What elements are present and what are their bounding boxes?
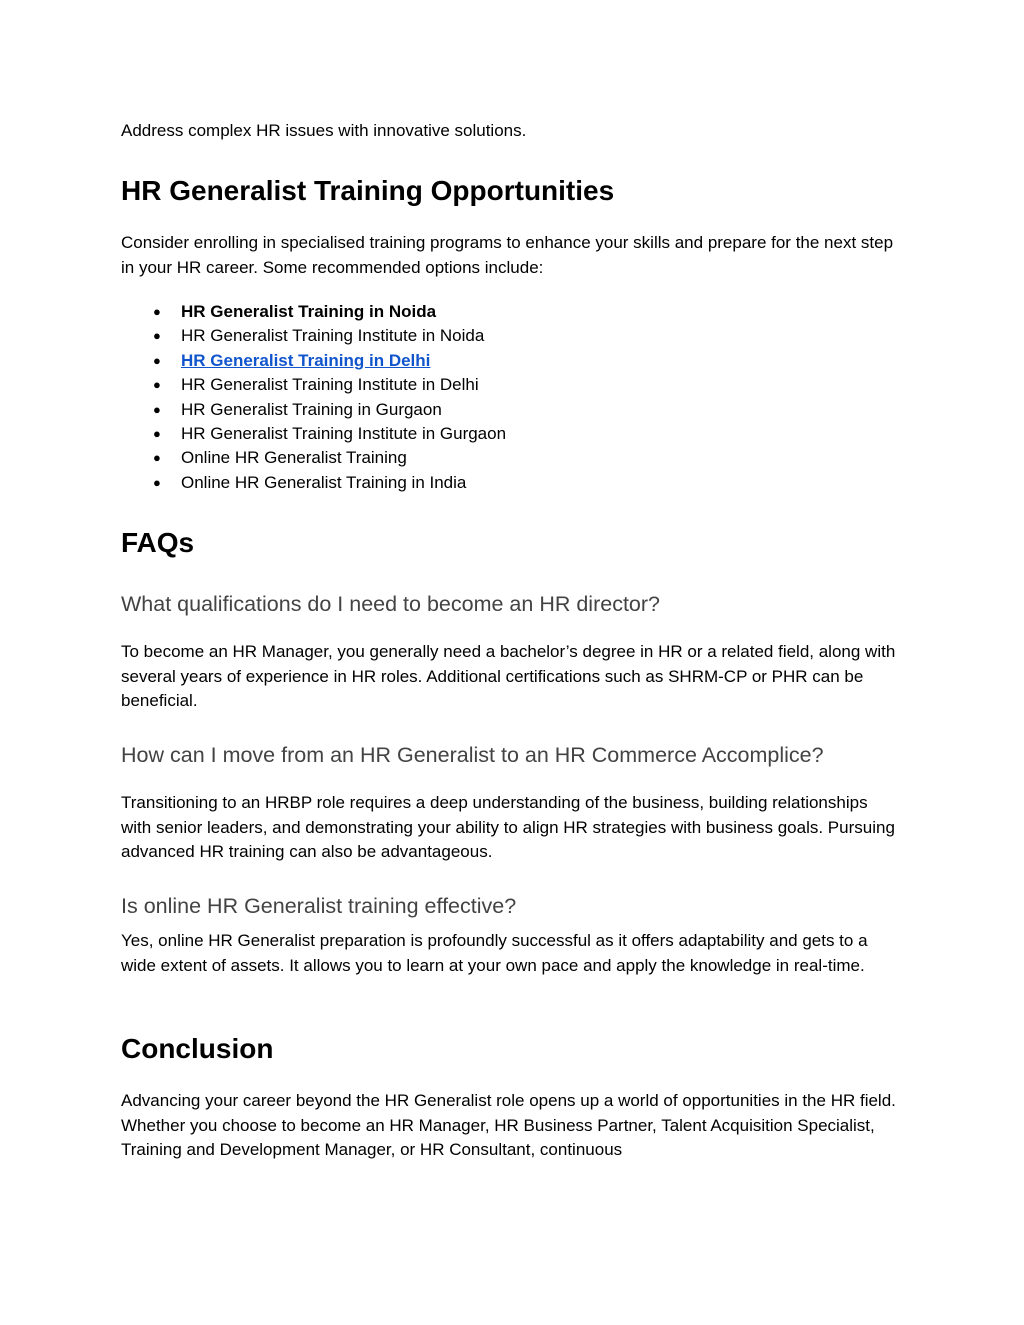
training-paragraph: Consider enrolling in specialised training programs to enhance your skills and prepare for the next step in your HR career. Some recommended options include:	[121, 233, 894, 277]
list-item-label: HR Generalist Training in Gurgaon	[181, 399, 442, 419]
conclusion-paragraph: Advancing your career beyond the HR Generalist role opens up a world of opportunities in the HR field. Whether you choose to become an HR Manager, HR Business Partner, Talent Acquisition Specialist, Training and Development Manager, or HR Consultant, continuous	[121, 1091, 896, 1159]
list-item-label: HR Generalist Training Institute in Gurgaon	[181, 424, 507, 444]
conclusion-heading: Conclusion	[121, 1033, 274, 1064]
list-item	[121, 422, 506, 446]
training-delhi-link[interactable]: HR Generalist Training in Delhi	[181, 350, 431, 370]
faqs-heading: FAQs	[121, 527, 195, 558]
bullet-icon: ●	[153, 401, 161, 417]
bullet-icon: ●	[153, 426, 161, 442]
list-item	[121, 300, 506, 324]
list-item-label: Online HR Generalist Training	[181, 448, 407, 468]
bullet-icon: ●	[153, 328, 161, 344]
intro-line: Address complex HR issues with innovative solutions.	[121, 121, 527, 140]
faq-answer: Yes, online HR Generalist preparation is profoundly successful as it offers adaptability and gets to a wide extent of assets. It allows you to learn at your own pace and apply the knowledge in real-time.	[121, 931, 868, 975]
list-item-label: HR Generalist Training Institute in Delhi	[181, 375, 479, 395]
faq-question: How can I move from an HR Generalist to an HR Commerce Accomplice?	[121, 743, 824, 767]
list-item-label: HR Generalist Training Institute in Noida	[181, 326, 485, 346]
bullet-icon: ●	[153, 450, 161, 466]
list-item-label: HR Generalist Training in Noida	[181, 302, 437, 321]
faq-question: Is online HR Generalist training effective?	[121, 894, 517, 918]
list-item	[121, 446, 506, 470]
faq-answer: To become an HR Manager, you generally need a bachelor’s degree in HR or a related field, along with several years of experience in HR roles. Additional certifications such as SHRM-CP or PHR can be beneficial.	[121, 642, 896, 710]
bullet-icon: ●	[153, 377, 161, 393]
faq-question: What qualifications do I need to become an HR director?	[121, 592, 660, 616]
bullet-icon: ●	[153, 304, 161, 319]
list-item	[121, 349, 506, 373]
list-item	[121, 398, 506, 422]
bullet-icon: ●	[153, 474, 161, 490]
list-item	[121, 373, 506, 397]
list-item	[121, 324, 506, 348]
faq-answer: Transitioning to an HRBP role requires a deep understanding of the business, building relationships with senior leaders, and demonstrating your ability to align HR strategies with business goals. Pursuing advanced HR training can also be advantageous.	[121, 793, 895, 861]
training-list	[121, 300, 506, 495]
list-item-label: Online HR Generalist Training in India	[181, 472, 467, 492]
list-item	[121, 471, 506, 495]
bullet-icon: ●	[153, 352, 161, 368]
training-heading: HR Generalist Training Opportunities	[121, 175, 615, 206]
